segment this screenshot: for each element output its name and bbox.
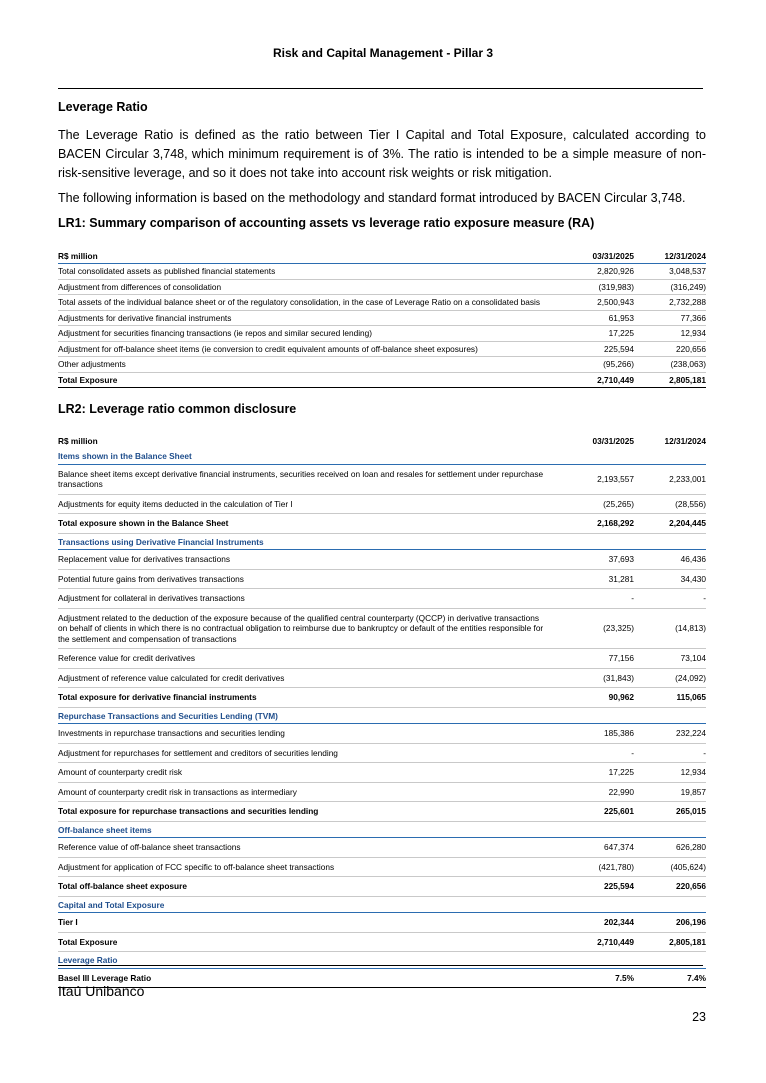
row-label: Reference value of off-balance sheet transactions bbox=[58, 838, 557, 858]
row-value-col2: 2,805,181 bbox=[634, 372, 706, 388]
row-value-col2: 12,934 bbox=[634, 326, 706, 342]
intro-paragraph: The Leverage Ratio is defined as the ratio between Tier I Capital and Total Exposure, calculated according to BACEN Circular 3,748, which minimum requirement is of 3%. The ratio is intended to be a simple measure of non-risk-sensitive leverage, and so it does not take into account risk weights or risk mitigation. bbox=[58, 128, 706, 180]
category-label: Off-balance sheet items bbox=[58, 821, 706, 838]
row-value-col2: (14,813) bbox=[634, 608, 706, 649]
row-label: Adjustment of reference value calculated for credit derivatives bbox=[58, 668, 557, 688]
row-label: Total exposure for derivative financial instruments bbox=[58, 688, 557, 708]
table-row bbox=[58, 877, 706, 897]
category-label: Items shown in the Balance Sheet bbox=[58, 448, 706, 464]
category-row bbox=[58, 821, 706, 838]
row-value-col1: 37,693 bbox=[557, 550, 634, 570]
row-label: Amount of counterparty credit risk bbox=[58, 763, 557, 783]
row-value-col1: 2,710,449 bbox=[557, 372, 634, 388]
table-row bbox=[58, 372, 706, 388]
row-label: Replacement value for derivatives transactions bbox=[58, 550, 557, 570]
table-row bbox=[58, 310, 706, 326]
row-value-col1: (421,780) bbox=[557, 857, 634, 877]
row-value-col1: 2,168,292 bbox=[557, 514, 634, 534]
row-label: Tier I bbox=[58, 913, 557, 933]
category-row bbox=[58, 448, 706, 464]
lr1-header-col2: 12/31/2024 bbox=[634, 244, 706, 264]
row-label: Adjustment for collateral in derivatives transactions bbox=[58, 589, 557, 609]
table-row bbox=[58, 743, 706, 763]
row-value-col2: 19,857 bbox=[634, 782, 706, 802]
lr1-title: LR1: Summary comparison of accounting assets vs leverage ratio exposure measure (RA) bbox=[58, 216, 595, 230]
row-value-col1: 647,374 bbox=[557, 838, 634, 858]
row-value-col2: 2,233,001 bbox=[634, 464, 706, 494]
row-label: Potential future gains from derivatives transactions bbox=[58, 569, 557, 589]
row-value-col1: 225,594 bbox=[557, 877, 634, 897]
row-value-col1: 2,500,943 bbox=[557, 295, 634, 311]
row-value-col2: 2,204,445 bbox=[634, 514, 706, 534]
category-row bbox=[58, 707, 706, 724]
row-value-col2: 206,196 bbox=[634, 913, 706, 933]
table-row bbox=[58, 838, 706, 858]
row-value-col2: (28,556) bbox=[634, 494, 706, 514]
row-value-col2: 2,805,181 bbox=[634, 932, 706, 952]
row-value-col1: 17,225 bbox=[557, 326, 634, 342]
row-value-col2: 7.4% bbox=[634, 968, 706, 988]
page-number: 23 bbox=[692, 1010, 706, 1024]
table-row bbox=[58, 668, 706, 688]
row-value-col1: 185,386 bbox=[557, 724, 634, 744]
row-value-col2: 232,224 bbox=[634, 724, 706, 744]
table-row bbox=[58, 279, 706, 295]
row-value-col1: 77,156 bbox=[557, 649, 634, 669]
row-value-col1: 22,990 bbox=[557, 782, 634, 802]
row-label: Other adjustments bbox=[58, 357, 557, 373]
table-row bbox=[58, 295, 706, 311]
table-row bbox=[58, 464, 706, 494]
row-value-col1: 225,594 bbox=[557, 341, 634, 357]
row-value-col2: 77,366 bbox=[634, 310, 706, 326]
category-row bbox=[58, 533, 706, 550]
category-row bbox=[58, 896, 706, 913]
table-row bbox=[58, 688, 706, 708]
table-row bbox=[58, 782, 706, 802]
row-value-col2: 220,656 bbox=[634, 877, 706, 897]
row-value-col1: 7.5% bbox=[557, 968, 634, 988]
row-label: Basel III Leverage Ratio bbox=[58, 968, 557, 988]
row-value-col1: (95,266) bbox=[557, 357, 634, 373]
row-value-col1: (25,265) bbox=[557, 494, 634, 514]
lr1-header-col1: 03/31/2025 bbox=[557, 244, 634, 264]
category-label: Leverage Ratio bbox=[58, 952, 706, 969]
category-label: Transactions using Derivative Financial Instruments bbox=[58, 533, 706, 550]
row-value-col2: 73,104 bbox=[634, 649, 706, 669]
table-row bbox=[58, 913, 706, 933]
row-value-col2: 12,934 bbox=[634, 763, 706, 783]
row-value-col1: 2,820,926 bbox=[557, 264, 634, 280]
row-value-col2: 626,280 bbox=[634, 838, 706, 858]
row-label: Total off-balance sheet exposure bbox=[58, 877, 557, 897]
row-label: Adjustment related to the deduction of the exposure because of the qualified central counterparty (QCCP) in derivative transactions on behalf of clients in which there is no contractual obligation to reimburse due to bankruptcy or default of the entities responsible for the settlement and compensation of transactions bbox=[58, 608, 557, 649]
lr2-header-row bbox=[58, 434, 706, 448]
row-value-col2: 46,436 bbox=[634, 550, 706, 570]
row-value-col2: (316,249) bbox=[634, 279, 706, 295]
table-row bbox=[58, 326, 706, 342]
row-label: Total consolidated assets as published financial statements bbox=[58, 264, 557, 280]
row-value-col2: 265,015 bbox=[634, 802, 706, 822]
row-label: Adjustment for repurchases for settlement and creditors of securities lending bbox=[58, 743, 557, 763]
row-value-col2: 3,048,537 bbox=[634, 264, 706, 280]
table-row bbox=[58, 968, 706, 988]
row-value-col1: 17,225 bbox=[557, 763, 634, 783]
row-label: Adjustment for securities financing transactions (ie repos and similar secured lending) bbox=[58, 326, 557, 342]
row-label: Investments in repurchase transactions and securities lending bbox=[58, 724, 557, 744]
section-title: Leverage Ratio bbox=[58, 100, 148, 114]
row-value-col2: (405,624) bbox=[634, 857, 706, 877]
lr2-table bbox=[58, 434, 706, 988]
row-value-col1: (319,983) bbox=[557, 279, 634, 295]
row-value-col2: (238,063) bbox=[634, 357, 706, 373]
table-row bbox=[58, 264, 706, 280]
row-value-col2: 34,430 bbox=[634, 569, 706, 589]
methodology-paragraph: The following information is based on the methodology and standard format introduced by BACEN Circular 3,748. bbox=[58, 191, 686, 205]
row-value-col2: 220,656 bbox=[634, 341, 706, 357]
row-label: Total exposure for repurchase transactions and securities lending bbox=[58, 802, 557, 822]
row-value-col1: 2,710,449 bbox=[557, 932, 634, 952]
row-value-col2: 2,732,288 bbox=[634, 295, 706, 311]
page-content bbox=[58, 100, 706, 988]
lr1-body bbox=[58, 264, 706, 388]
row-value-col1: 31,281 bbox=[557, 569, 634, 589]
row-value-col1: 202,344 bbox=[557, 913, 634, 933]
row-label: Total assets of the individual balance sheet or of the regulatory consolidation, in the case of Leverage Ratio on a consolidated basis bbox=[58, 295, 557, 311]
table-row bbox=[58, 763, 706, 783]
table-row bbox=[58, 857, 706, 877]
table-row bbox=[58, 341, 706, 357]
row-label: Balance sheet items except derivative financial instruments, securities received on loan and resales for settlement under repurchase transactions bbox=[58, 464, 557, 494]
lr1-table bbox=[58, 244, 706, 388]
row-label: Reference value for credit derivatives bbox=[58, 649, 557, 669]
lr2-header-unit: R$ million bbox=[58, 436, 98, 446]
lr1-header-unit: R$ million bbox=[58, 244, 557, 264]
table-row bbox=[58, 649, 706, 669]
table-row bbox=[58, 608, 706, 649]
lr2-title: LR2: Leverage ratio common disclosure bbox=[58, 402, 297, 416]
header-rule bbox=[58, 88, 703, 89]
table-row bbox=[58, 514, 706, 534]
row-label: Total Exposure bbox=[58, 372, 557, 388]
table-row bbox=[58, 724, 706, 744]
row-label: Adjustment for off-balance sheet items (ie conversion to credit equivalent amounts of off-balance sheet exposures) bbox=[58, 341, 557, 357]
table-row bbox=[58, 932, 706, 952]
row-value-col1: (23,325) bbox=[557, 608, 634, 649]
row-value-col1: 2,193,557 bbox=[557, 464, 634, 494]
lr1-header-row bbox=[58, 244, 706, 264]
row-value-col2: (24,092) bbox=[634, 668, 706, 688]
category-label: Capital and Total Exposure bbox=[58, 896, 706, 913]
page-header-title: Risk and Capital Management - Pillar 3 bbox=[272, 46, 494, 60]
footer-company-name: Itaú Unibanco bbox=[58, 983, 145, 999]
row-label: Total Exposure bbox=[58, 932, 557, 952]
row-value-col1: (31,843) bbox=[557, 668, 634, 688]
row-value-col1: 90,962 bbox=[557, 688, 634, 708]
row-label: Total exposure shown in the Balance Sheet bbox=[58, 514, 557, 534]
row-label: Amount of counterparty credit risk in transactions as intermediary bbox=[58, 782, 557, 802]
table-row bbox=[58, 550, 706, 570]
row-value-col1: 61,953 bbox=[557, 310, 634, 326]
lr2-body bbox=[58, 448, 706, 988]
row-value-col1: - bbox=[557, 589, 634, 609]
row-label: Adjustment for application of FCC specific to off-balance sheet transactions bbox=[58, 857, 557, 877]
lr2-header-col2: 12/31/2024 bbox=[664, 436, 706, 446]
row-label: Adjustment from differences of consolidation bbox=[58, 279, 557, 295]
table-row bbox=[58, 494, 706, 514]
row-value-col2: - bbox=[634, 589, 706, 609]
table-row bbox=[58, 357, 706, 373]
table-row bbox=[58, 569, 706, 589]
table-row bbox=[58, 589, 706, 609]
row-value-col1: 225,601 bbox=[557, 802, 634, 822]
row-label: Adjustments for equity items deducted in the calculation of Tier I bbox=[58, 494, 557, 514]
row-value-col1: - bbox=[557, 743, 634, 763]
row-label: Adjustments for derivative financial instruments bbox=[58, 310, 557, 326]
row-value-col2: 115,065 bbox=[634, 688, 706, 708]
lr2-header-col1: 03/31/2025 bbox=[592, 436, 634, 446]
footer-rule bbox=[58, 965, 703, 966]
row-value-col2: - bbox=[634, 743, 706, 763]
table-row bbox=[58, 802, 706, 822]
category-label: Repurchase Transactions and Securities Lending (TVM) bbox=[58, 707, 706, 724]
